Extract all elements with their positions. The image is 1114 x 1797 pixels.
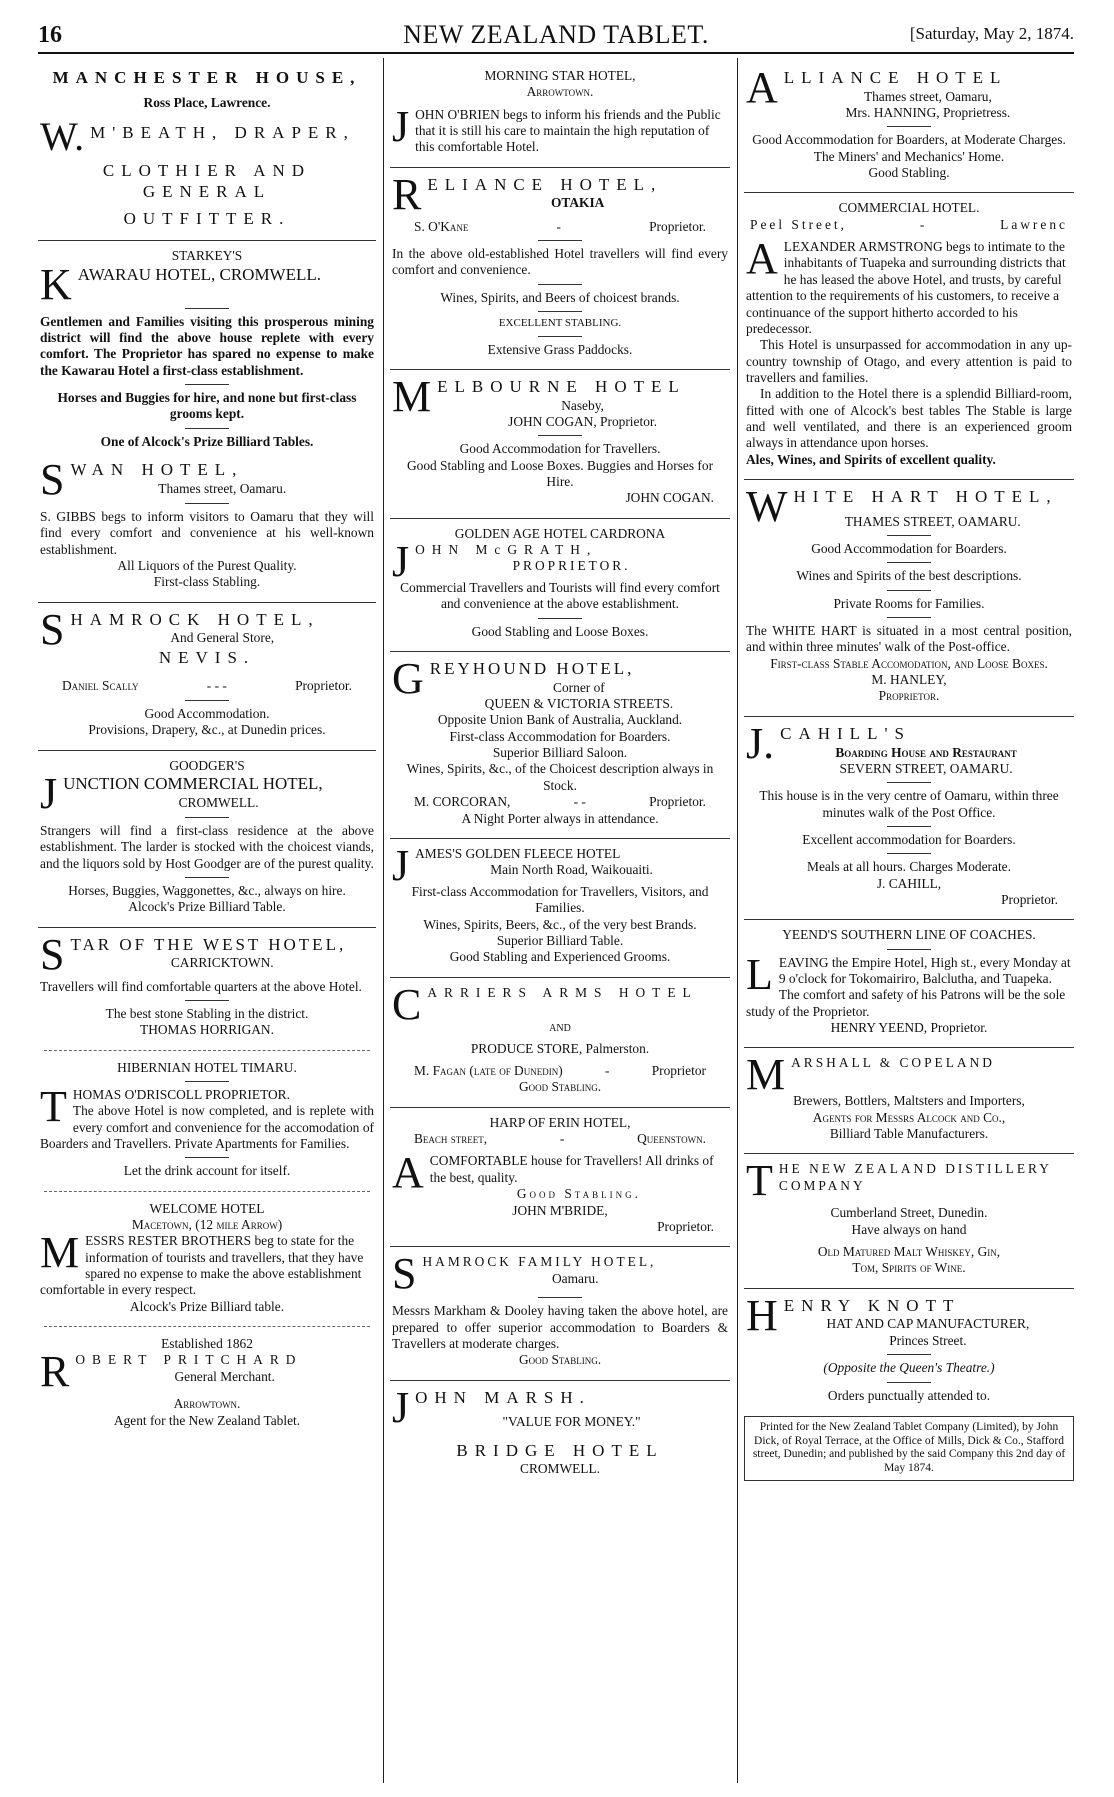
printer-imprint: Printed for the New Zealand Tablet Company (Limited), by John Dick, of Royal Terrace, at the Office of Mills, Dick & Co., Stafford street, Dunedin; and published by the said Company this 2nd day of May 1874. [744, 1416, 1074, 1481]
ad-divider [390, 977, 730, 978]
ad-line: Alcock's Prize Billiard table. [129, 1298, 285, 1314]
ad-place: Arrowtown. [173, 1396, 241, 1412]
short-rule [887, 853, 931, 854]
ad-name: AWARAU HOTEL, CROMWELL. [77, 264, 322, 284]
drop-cap: A [746, 64, 778, 112]
ad-body: The WHITE HART is situated in a most central position, and within three minutes' walk of the Post-office. [746, 623, 1072, 655]
drop-cap: J [392, 536, 410, 586]
ad-name: TAR OF THE WEST HOTEL, [70, 934, 347, 954]
ad-role: Proprietor. [649, 218, 706, 234]
ad-golden-age-hotel [390, 522, 730, 646]
ad-heading: GOLDEN AGE HOTEL CARDRONA [454, 525, 666, 541]
ad-divider [744, 919, 1074, 920]
ad-name: CAHILL'S [780, 723, 911, 743]
ad-trade: General Merchant. [174, 1368, 275, 1384]
short-rule [185, 384, 229, 385]
ad-divider [390, 518, 730, 519]
ad-alliance-hotel [744, 64, 1074, 187]
short-rule [538, 284, 582, 285]
short-rule [887, 617, 931, 618]
ad-line: Good Stabling. [518, 1079, 602, 1095]
short-rule [887, 535, 931, 536]
ad-line: Meals at all hours. Charges Moderate. [807, 859, 1011, 875]
ad-line: Superior Billiard Saloon. [492, 745, 628, 761]
drop-cap: J [392, 101, 410, 151]
ad-heading: MANCHESTER HOUSE, [52, 68, 362, 87]
ad-line: Wines, Spirits, and Beers of choicest brands. [440, 289, 680, 305]
ad-yeends-coaches [744, 923, 1074, 1042]
ad-proprietor: Mrs. HANNING, Proprietress. [845, 105, 1011, 121]
ad-body: S. GIBBS begs to inform visitors to Oamaru that they will find every comfort and convenience at his well-known establishment. [40, 509, 374, 557]
ad-place: Naseby, [561, 397, 604, 413]
ad-line: The best stone Stabling in the district. [105, 1005, 309, 1021]
ad-place: Arrowtown. [526, 84, 594, 100]
ad-role: Proprietor [651, 1063, 706, 1079]
ad-signature: J. CAHILL, [876, 875, 942, 891]
ad-name: ELIANCE HOTEL, [427, 174, 663, 194]
ad-line: Good Stabling. [516, 1186, 641, 1202]
column-divider [737, 58, 738, 1783]
column-1 [38, 64, 376, 1435]
ad-line: Excellent accommodation for Boarders. [802, 831, 1016, 847]
ad-established: Established 1862 [161, 1336, 253, 1352]
ad-name: M'BEATH, DRAPER, [90, 123, 355, 143]
ad-divider [390, 1380, 730, 1381]
drop-cap: R [392, 169, 422, 219]
short-rule [887, 1382, 931, 1383]
ad-name: HITE HART HOTEL, [793, 486, 1058, 506]
drop-cap: A [392, 1148, 424, 1198]
ad-role: Proprietor. [295, 678, 352, 694]
ad-body: In addition to the Hotel there is a splendid Billiard-room, fitted with one of Alcock's best tables The Stable is large and well ventilated, and there is an experienced groom always in attendance upon horses. [746, 386, 1072, 451]
ad-line: Good Stabling. [518, 1352, 602, 1368]
ad-line: Good Accommodation for Boarders, at Moderate Charges. [752, 132, 1066, 148]
ad-divider [744, 479, 1074, 480]
ad-body: The above Hotel is now completed, and is replete with every comfort and convenience for the accomodation of Boarders and Travellers. Private Apartments for Families. [40, 1103, 374, 1151]
column-divider [383, 58, 384, 1783]
ad-shamrock-family-hotel [390, 1250, 730, 1374]
ad-divider [390, 167, 730, 168]
ad-signature: HENRY YEEND, Proprietor. [830, 1019, 988, 1035]
drop-cap: J [40, 768, 58, 818]
ad-street: Cumberland Street, Dunedin. [830, 1205, 988, 1221]
page-header [38, 18, 1074, 50]
ad-role: PROPRIETOR. [512, 558, 631, 574]
short-rule [185, 1157, 229, 1158]
ad-body: EAVING the Empire Hotel, High st., every Monday at 9 o'clock for Tokomairiro, Balclutha, and Tuapeka. The comfort and safety of his Patrons will be the sole study of the Proprietor. [746, 954, 1071, 1019]
ad-motto: "VALUE FOR MONEY." [502, 1414, 641, 1430]
ad-body: beg to state for the information of tourists and travellers, that they have spared no expense to make the above establishment comfortable in every respect. [40, 1233, 364, 1298]
ad-role: Proprietor. [878, 688, 940, 704]
drop-cap: W [746, 481, 788, 531]
ad-line: Good Stabling and Loose Boxes. Buggies and Horses for Hire. [406, 457, 714, 489]
ad-line: First-class Stabling. [153, 574, 261, 590]
ad-body: Strangers will find a first-class residence at the above establishment. The larder is stocked with the choicest viands, and the liquors sold by Host Goodger are of the purest quality. [40, 822, 374, 871]
drop-cap: H [746, 1290, 778, 1340]
ad-body: COMFORTABLE house for Travellers! All drinks of the best, quality. [429, 1153, 714, 1185]
ad-body: This Hotel is unsurpassed for accommodation in any up-country township of Otago, and every attention is paid to travellers and families. [746, 337, 1072, 385]
short-rule [185, 877, 229, 878]
column-3 [744, 64, 1074, 1481]
ad-pritchard [38, 1332, 376, 1435]
ad-line: Wines, Spirits, Beers, &c., of the very best Brands. [423, 916, 697, 932]
ad-name: WAN HOTEL, [70, 460, 244, 480]
drop-cap: J. [746, 718, 775, 768]
ad-heading: COMMERCIAL HOTEL. [838, 200, 980, 216]
ad-heading: MORNING STAR HOTEL, [484, 68, 636, 83]
short-rule [185, 1000, 229, 1001]
ad-line: First-class Accommodation for Travellers, Visitors, and Families. [411, 883, 709, 916]
ad-name: ARRIERS ARMS HOTEL [427, 984, 698, 1000]
short-rule [887, 782, 931, 783]
ad-street: THAMES STREET, OAMARU. [844, 513, 1021, 529]
ad-place: Macetown, (12 mile Arrow) [131, 1217, 283, 1233]
drop-cap: W. [40, 114, 85, 160]
ad-line: Good Stabling and Experienced Grooms. [449, 949, 671, 965]
short-rule [538, 618, 582, 619]
ad-henry-knott [744, 1292, 1074, 1410]
ad-melbourne-hotel [390, 373, 730, 513]
drop-cap: M [392, 371, 432, 421]
ad-morning-star [390, 64, 730, 162]
ad-line: Ales, Wines, and Spirits of excellent quality. [746, 451, 996, 467]
short-rule [185, 700, 229, 701]
ad-name: OHN O'BRIEN [415, 106, 500, 122]
drop-cap: A [746, 234, 778, 284]
ad-line: Agent for the New Zealand Tablet. [113, 1412, 301, 1428]
ad-address: Thames street, Oamaru. [158, 480, 287, 496]
ad-address: Ross Place, Lawrence. [143, 94, 271, 110]
ad-line: Opposite Union Bank of Australia, Auckland. [437, 712, 683, 728]
short-rule [887, 590, 931, 591]
ad-carriers-arms: CARRIERS ARMS HOTEL AND PRODUCE STORE, Palmerston. M. Fagan (late of Dunedin) - Proprietor Good Stabling. [390, 981, 730, 1102]
ad-reliance-hotel: RELIANCE HOTEL, OTAKIA S. O'Kane - Proprietor. In the above old-established Hotel travellers will find every comfort and convenience. Wines, Spirits, and Beers of choicest brands. EXCELLENT STABLING. Extensive Grass Paddocks. [392, 169, 728, 357]
newspaper-title: NEW ZEALAND TABLET. [403, 20, 709, 49]
ad-heading: YEEND'S SOUTHERN LINE OF COACHES. [782, 927, 1036, 943]
ad-line: The Miners' and Mechanics' Home. [813, 148, 1005, 164]
short-rule [538, 435, 582, 436]
short-rule [185, 503, 229, 504]
ad-line: Good Accommodation. [144, 705, 270, 721]
ad-body: begs to intimate to the inhabitants of Tuapeka and surrounding districts that he has leased the above Hotel, and trusts, by careful attention to the requirements of his customers, to receive a continuance of the support hitherto accorded to his predecessor. [746, 239, 1066, 336]
short-rule [185, 817, 229, 818]
ad-kawarau-hotel [38, 244, 376, 456]
ad-star-of-the-west [38, 931, 376, 1045]
drop-cap: M [746, 1050, 786, 1100]
ad-role: Proprietor. [657, 1218, 714, 1234]
ad-body: Brewers, Bottlers, Maltsters and Importers, [793, 1093, 1025, 1109]
short-rule [887, 562, 931, 563]
ad-line: Private Rooms for Families. [833, 595, 985, 611]
ad-owner: STARKEY'S [171, 248, 243, 264]
ad-name: OBERT PRITCHARD [75, 1352, 303, 1368]
ad-greyhound-hotel: GREYHOUND HOTEL, Corner of QUEEN & VICTORIA STREETS. Opposite Union Bank of Australia, Auckland. First-class Accommodation for Boarders. Superior Billiard Saloon. Wines, Spirits, &c., of the Choicest description always in Stock. M. CORCORAN, - - Proprietor. A Night Porter always in attendance. [390, 655, 730, 833]
ad-line: Main North Road, Waikouaiti. [490, 862, 653, 878]
ad-line: Provisions, Drapery, &c., at Dunedin prices. [88, 722, 326, 738]
ad-street: Peel Street, [750, 216, 847, 232]
ad-line: Agents for Messrs Alcock and Co., [812, 1109, 1006, 1125]
ad-address: Thames street, Oamaru, [863, 88, 992, 104]
ad-body: Gentlemen and Families visiting this prosperous mining district will find the above house replete with every comfort. The Proprietor has spared no expense to make the Kawarau Hotel a first-class establishment. [40, 313, 374, 378]
drop-cap: S [40, 929, 65, 979]
drop-cap: C [392, 979, 422, 1029]
ad-name: ENRY KNOTT [783, 1295, 961, 1315]
ad-body: Commercial Travellers and Tourists will find every comfort and convenience at the above establishment. [400, 579, 720, 612]
ad-swan-hotel [38, 456, 376, 597]
ad-divider [744, 1288, 1074, 1289]
ad-street: Beach street, [414, 1131, 488, 1147]
ad-heading: HARP OF ERIN HOTEL, [489, 1114, 631, 1130]
ad-divider [744, 1047, 1074, 1048]
drop-cap: J [392, 1382, 410, 1432]
ad-line: A Night Porter always in attendance. [461, 810, 659, 826]
ad-name: HAMROCK HOTEL, [70, 609, 320, 629]
ad-line: BRIDGE HOTEL [456, 1440, 664, 1460]
ad-line: Wines, Spirits, &c., of the Choicest description always in Stock. [406, 761, 714, 793]
ad-john-marsh [390, 1384, 730, 1484]
ad-divider [390, 651, 730, 652]
ad-divider [44, 1050, 370, 1051]
ad-line: CLOTHIER AND GENERAL [102, 161, 312, 201]
ad-trade: HAT AND CAP MANUFACTURER, [826, 1316, 1030, 1332]
ad-nz-distillery [744, 1157, 1074, 1282]
short-rule [185, 1081, 229, 1082]
drop-cap: L [746, 949, 773, 999]
ad-line: Corner of [553, 679, 605, 695]
ad-proprietor: JOHN M'BRIDE, [512, 1202, 608, 1218]
ad-owner: GOODGER'S [169, 757, 245, 773]
drop-cap: T [746, 1156, 773, 1206]
drop-cap: S [392, 1249, 417, 1299]
ad-line: Good Accommodation for Travellers. [459, 441, 661, 457]
ad-place: OTAKIA [551, 195, 605, 211]
ad-body: This house is in the very centre of Oamaru, within three minutes walk of the Post Office. [759, 788, 1059, 820]
ad-junction-hotel [38, 754, 376, 922]
ad-name: REYHOUND HOTEL, [429, 659, 635, 679]
ad-white-hart-hotel [744, 483, 1074, 711]
ad-name: HE NEW ZEALAND DISTILLERY COMPANY [778, 1161, 1052, 1193]
ad-place: NEVIS. [158, 647, 256, 667]
short-rule [538, 336, 582, 337]
ad-role: Proprietor. [649, 794, 706, 810]
ad-place: CARRICKTOWN. [170, 955, 274, 971]
ad-line: Superior Billiard Table. [496, 932, 624, 948]
ad-name: ARSHALL & COPELAND [791, 1055, 995, 1071]
drop-cap: K [40, 259, 72, 309]
ad-name: OHN McGRATH, [415, 541, 598, 557]
ad-place: Lawrenc [1000, 216, 1068, 232]
ad-divider [38, 240, 376, 241]
short-rule [538, 1297, 582, 1298]
ad-line: First-class Stable Accomodation, and Loose Boxes. [770, 655, 1048, 671]
ad-proprietor: Daniel Scally [62, 678, 139, 694]
ad-line: OUTFITTER. [123, 208, 291, 228]
ad-divider [390, 369, 730, 370]
ad-line: Let the drink account for itself. [123, 1163, 291, 1179]
ad-signature: JOHN COGAN. [625, 490, 714, 506]
ad-proprietor: M. HANLEY, [871, 672, 947, 688]
ad-hibernian-hotel [38, 1056, 376, 1186]
ad-place: Queenstown. [637, 1131, 706, 1147]
ad-name: LLIANCE HOTEL [783, 68, 1008, 87]
short-rule [538, 311, 582, 312]
ad-line: EXCELLENT STABLING. [498, 317, 622, 330]
header-rule [38, 52, 1074, 54]
ad-line: AND [549, 1022, 571, 1034]
ad-line: Horses and Buggies for hire, and none but first-class grooms kept. [57, 390, 357, 422]
ad-proprietor: M. Fagan (late of Dunedin) [414, 1063, 563, 1079]
ad-place: Oamaru. [552, 1270, 599, 1286]
ad-divider [744, 192, 1074, 193]
ad-harp-of-erin: HARP OF ERIN HOTEL, Beach street, - Queenstown. ACOMFORTABLE house for Travellers! All drinks of the best, quality. Good Stabling. JOHN M'BRIDE, Proprietor. [390, 1111, 730, 1241]
ad-divider [744, 1153, 1074, 1154]
column-2 [390, 64, 730, 1484]
short-rule [887, 949, 931, 950]
ad-street: SEVERN STREET, OAMARU. [839, 760, 1013, 776]
short-rule [185, 308, 229, 309]
short-rule [887, 826, 931, 827]
ad-line: Horses, Buggies, Waggonettes, &c., always on hire. [68, 882, 346, 898]
ad-name: HOMAS O'DRISCOLL PROPRIETOR. [72, 1086, 290, 1102]
ad-manchester-house [38, 64, 376, 235]
drop-cap: G [392, 654, 424, 704]
issue-date: [Saturday, May 2, 1874. [909, 24, 1074, 43]
ad-proprietor: S. O'Kane [414, 218, 469, 234]
ad-body: Travellers will find comfortable quarters at the above Hotel. [40, 978, 362, 994]
ad-line: Extensive Grass Paddocks. [487, 341, 633, 357]
ad-shamrock-hotel: SHAMROCK HOTEL, And General Store, NEVIS. Daniel Scally - - - Proprietor. Good Accommodation. Provisions, Drapery, &c., at Dunedin prices. [38, 606, 376, 745]
ad-divider [38, 602, 376, 603]
ad-line: Alcock's Prize Billiard Table. [128, 899, 286, 915]
ad-line: Good Accommodation for Boarders. [811, 541, 1007, 557]
ad-line: Have always on hand [851, 1221, 967, 1237]
ad-divider [44, 1326, 370, 1327]
ad-divider [744, 716, 1074, 717]
ad-body: begs to inform his friends and the Public that it is still his care to maintain the high reputation of this comfortable Hotel. [415, 106, 721, 155]
ad-sub: And General Store, [170, 630, 275, 646]
drop-cap: T [40, 1081, 67, 1131]
ad-golden-fleece-hotel [390, 842, 730, 972]
ad-heading: WELCOME HOTEL [149, 1200, 265, 1216]
ad-name: ELBOURNE HOTEL [437, 376, 686, 396]
ad-welcome-hotel [38, 1197, 376, 1321]
short-rule [185, 428, 229, 429]
ad-line: (Opposite the Queen's Theatre.) [823, 1360, 995, 1376]
ad-heading: HIBERNIAN HOTEL TIMARU. [117, 1059, 297, 1075]
ad-cahills [744, 720, 1074, 914]
ad-divider [390, 838, 730, 839]
ad-line: QUEEN & VICTORIA STREETS. [484, 696, 674, 712]
ad-proprietor: M. CORCORAN, [414, 794, 511, 810]
ad-name: LEXANDER ARMSTRONG [783, 239, 943, 255]
ad-line: PRODUCE STORE, Palmerston. [470, 1040, 650, 1056]
ad-name: UNCTION COMMERCIAL HOTEL, [63, 773, 323, 793]
short-rule [538, 240, 582, 241]
ad-line: Billiard Table Manufacturers. [829, 1126, 989, 1142]
ad-name: OHN MARSH. [415, 1387, 591, 1407]
ad-name: ESSRS RESTER BROTHERS [85, 1233, 252, 1249]
ad-divider [44, 1191, 370, 1192]
drop-cap: S [40, 455, 65, 505]
ad-line: Wines and Spirits of the best descriptions. [796, 568, 1022, 584]
ad-line: Good Stabling. [868, 165, 950, 181]
ad-line: Good Stabling and Loose Boxes. [471, 623, 649, 639]
ad-divider [390, 1246, 730, 1247]
ad-name: AMES'S GOLDEN FLEECE HOTEL [415, 845, 621, 861]
short-rule [887, 126, 931, 127]
ad-name: HAMROCK FAMILY HOTEL, [422, 1254, 657, 1270]
ad-divider [38, 750, 376, 751]
ad-place: CROMWELL. [178, 794, 259, 810]
drop-cap: S [40, 604, 65, 654]
ad-place: CROMWELL. [520, 1461, 600, 1477]
drop-cap: J [392, 840, 410, 890]
ad-line: First-class Accommodation for Boarders. [449, 728, 671, 744]
ad-body: Messrs Markham & Dooley having taken the above hotel, are prepared to offer superior accommodation to Boarders & Travellers at moderate charges. [392, 1303, 728, 1351]
short-rule [887, 1354, 931, 1355]
ad-line: Orders punctually attended to. [827, 1387, 991, 1403]
ad-proprietor: JOHN COGAN, Proprietor. [508, 413, 657, 429]
ad-proprietor: THOMAS HORRIGAN. [140, 1022, 274, 1038]
ad-line: All Liquors of the Purest Quality. [117, 558, 297, 574]
ad-divider [38, 927, 376, 928]
ad-role: Proprietor. [1001, 891, 1058, 907]
ad-line: Tom, Spirits of Wine. [852, 1260, 966, 1276]
ad-body: In the above old-established Hotel travellers will find every comfort and convenience. [392, 246, 728, 278]
ad-street: Princes Street. [889, 1332, 967, 1348]
ad-divider [390, 1107, 730, 1108]
ad-marshall-copeland [744, 1051, 1074, 1148]
drop-cap: R [40, 1347, 70, 1397]
ad-line: One of Alcock's Prize Billiard Tables. [100, 433, 314, 449]
ad-commercial-hotel: COMMERCIAL HOTEL. Peel Street, - Lawrenc ALEXANDER ARMSTRONG begs to intimate to the inhabitants of Tuapeka and surrounding districts that he has leased the above Hotel, and trusts, by careful attention to the requirements of his customers, to receive a continuance of the support hitherto accorded to his predecessor. This Hotel is unsurpassed for accommodation in any up-country township of Otago, and every attention is paid to travellers and families. In addition to the Hotel there is a splendid Billiard-room, fitted with one of Alcock's best tables The Stable is large and well ventilated, and there is an experienced groom always in attendance upon horses. Ales, Wines, and Spirits of excellent quality. [746, 200, 1072, 467]
page-number: 16 [38, 22, 62, 48]
drop-cap: M [40, 1228, 80, 1278]
ad-line: Old Matured Malt Whiskey, Gin, [817, 1244, 1001, 1260]
ad-sub: Boarding House and Restaurant [835, 744, 1017, 760]
